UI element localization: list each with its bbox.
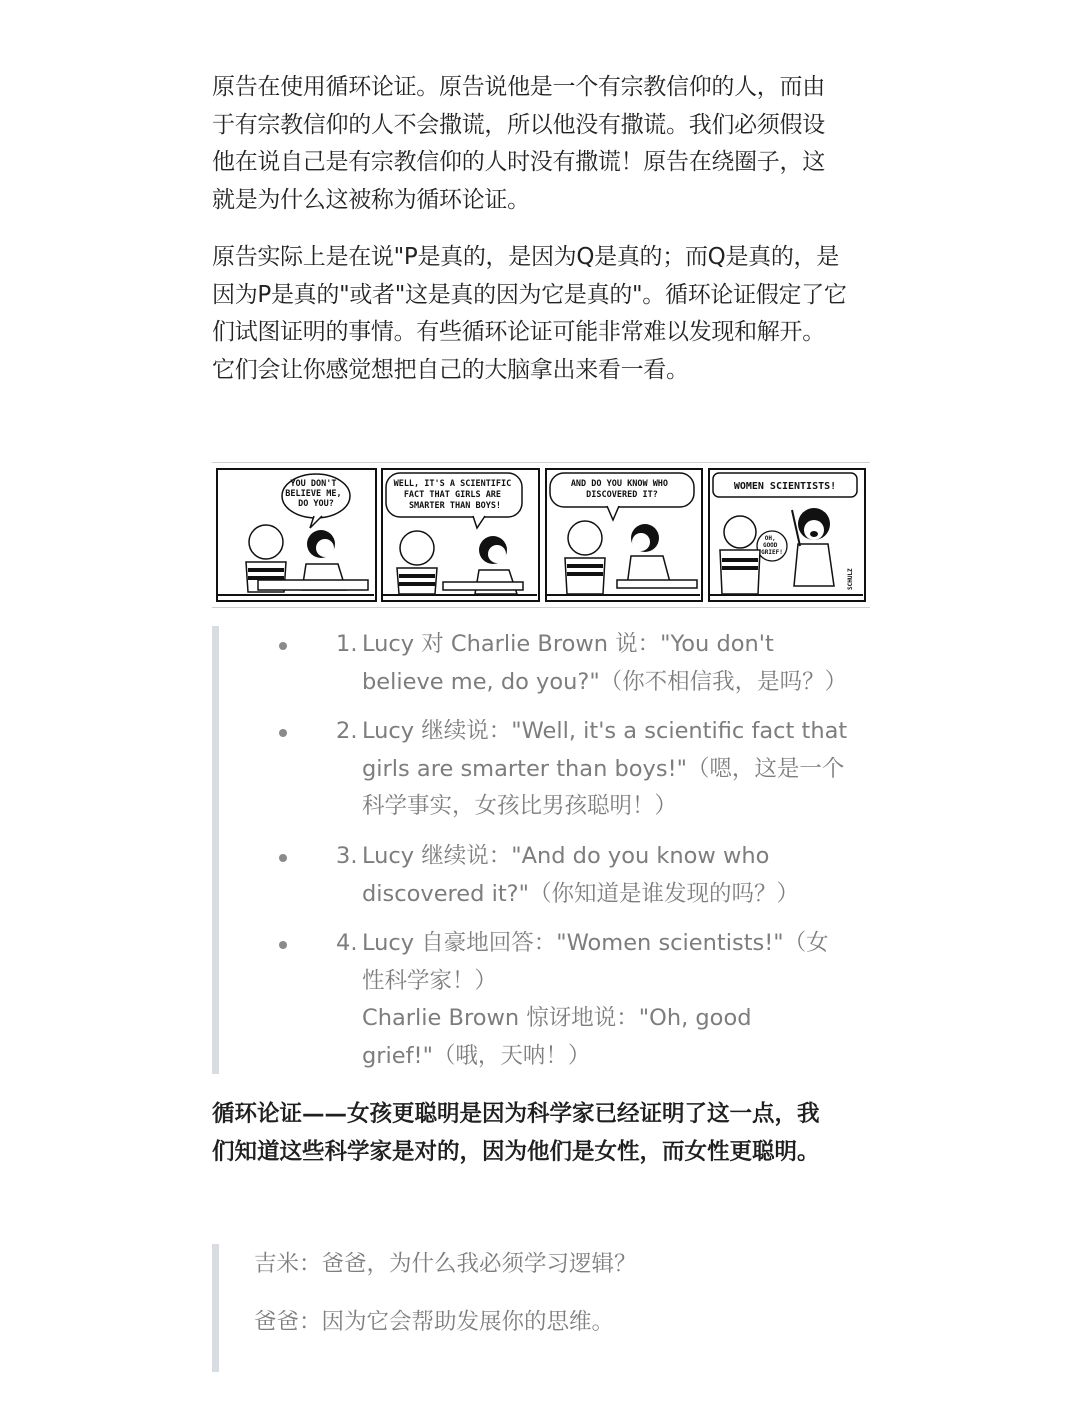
list-item-number: 1.	[336, 631, 358, 657]
bullet-icon	[279, 642, 287, 650]
list-item-number: 2.	[336, 718, 358, 744]
comic-panel-3-text: AND DO YOU KNOW WHO DISCOVERED IT?	[570, 479, 669, 500]
paragraph-p-is-true: 原告实际上是在说"P是真的，是因为Q是真的；而Q是真的，是 因为P是真的"或者"这是真的因为它是真的"。循环论证假定了它 们试图证明的事情。有些循环论证可能非常难以发现和解开。 它们会让你感觉想把自己的大脑拿出来看一看。	[212, 244, 847, 383]
list-item-text: Lucy 对 Charlie Brown 说："You don't believe me, do you?"（你不相信我，是吗？）	[362, 631, 848, 695]
paragraph-circular-argument: 原告在使用循环论证。原告说他是一个有宗教信仰的人，而由 于有宗教信仰的人不会撒谎，所以他没有撒谎。我们必须假设 他在说自己是有宗教信仰的人时没有撒谎！原告在绕圈子，这 就是为什么这被称为循环论证。	[212, 74, 825, 213]
list-item-text: Lucy 继续说："And do you know who discovered it?"（你知道是谁发现的吗？）	[362, 843, 799, 907]
comic-panel-2-text: WELL, IT'S A SCIENTIFIC FACT THAT GIRLS ARE SMARTER THAN BOYS!	[393, 479, 512, 511]
comic-panel-1-text: YOU DON'T BELIEVE ME, DO YOU?	[285, 479, 342, 509]
comic-panel-4	[708, 468, 866, 602]
comic-panel-1	[216, 468, 377, 602]
list-item-number: 3.	[336, 843, 358, 869]
dialogue-line-dad: 爸爸：因为它会帮助发展你的思维。	[254, 1309, 615, 1335]
comic-panel-3	[545, 468, 703, 602]
comic-signature: SCHULZ	[847, 568, 854, 590]
dialogue-quote	[212, 1244, 872, 1372]
comic-description-quote	[212, 626, 872, 1074]
dialogue-line-jimmy: 吉米：爸爸，为什么我必须学习逻辑？	[254, 1251, 637, 1277]
comic-panel-2	[381, 468, 540, 602]
bullet-icon	[279, 941, 287, 949]
peanuts-comic-strip	[212, 462, 870, 608]
list-item-text: Lucy 自豪地回答："Women scientists!"（女 性科学家！） Charlie Brown 惊讶地说："Oh, good grief!"（哦，天呐！）	[362, 930, 829, 1069]
bullet-icon	[279, 854, 287, 862]
comic-panel-4-text: WOMEN SCIENTISTS!	[733, 481, 837, 492]
bullet-icon	[279, 729, 287, 737]
list-item-number: 4.	[336, 930, 358, 956]
conclusion-bold-text: 循环论证——女孩更聪明是因为科学家已经证明了这一点，我 们知道这些科学家是对的，因为他们是女性，而女性更聪明。	[212, 1101, 820, 1165]
comic-panel-4-reply: OH, GOOD GRIEF!	[761, 535, 783, 556]
list-item-text: Lucy 继续说："Well, it's a scientific fact that girls are smarter than boys!"（嗯，这是一个 科学事实，女孩比男孩聪明！）	[362, 718, 848, 819]
